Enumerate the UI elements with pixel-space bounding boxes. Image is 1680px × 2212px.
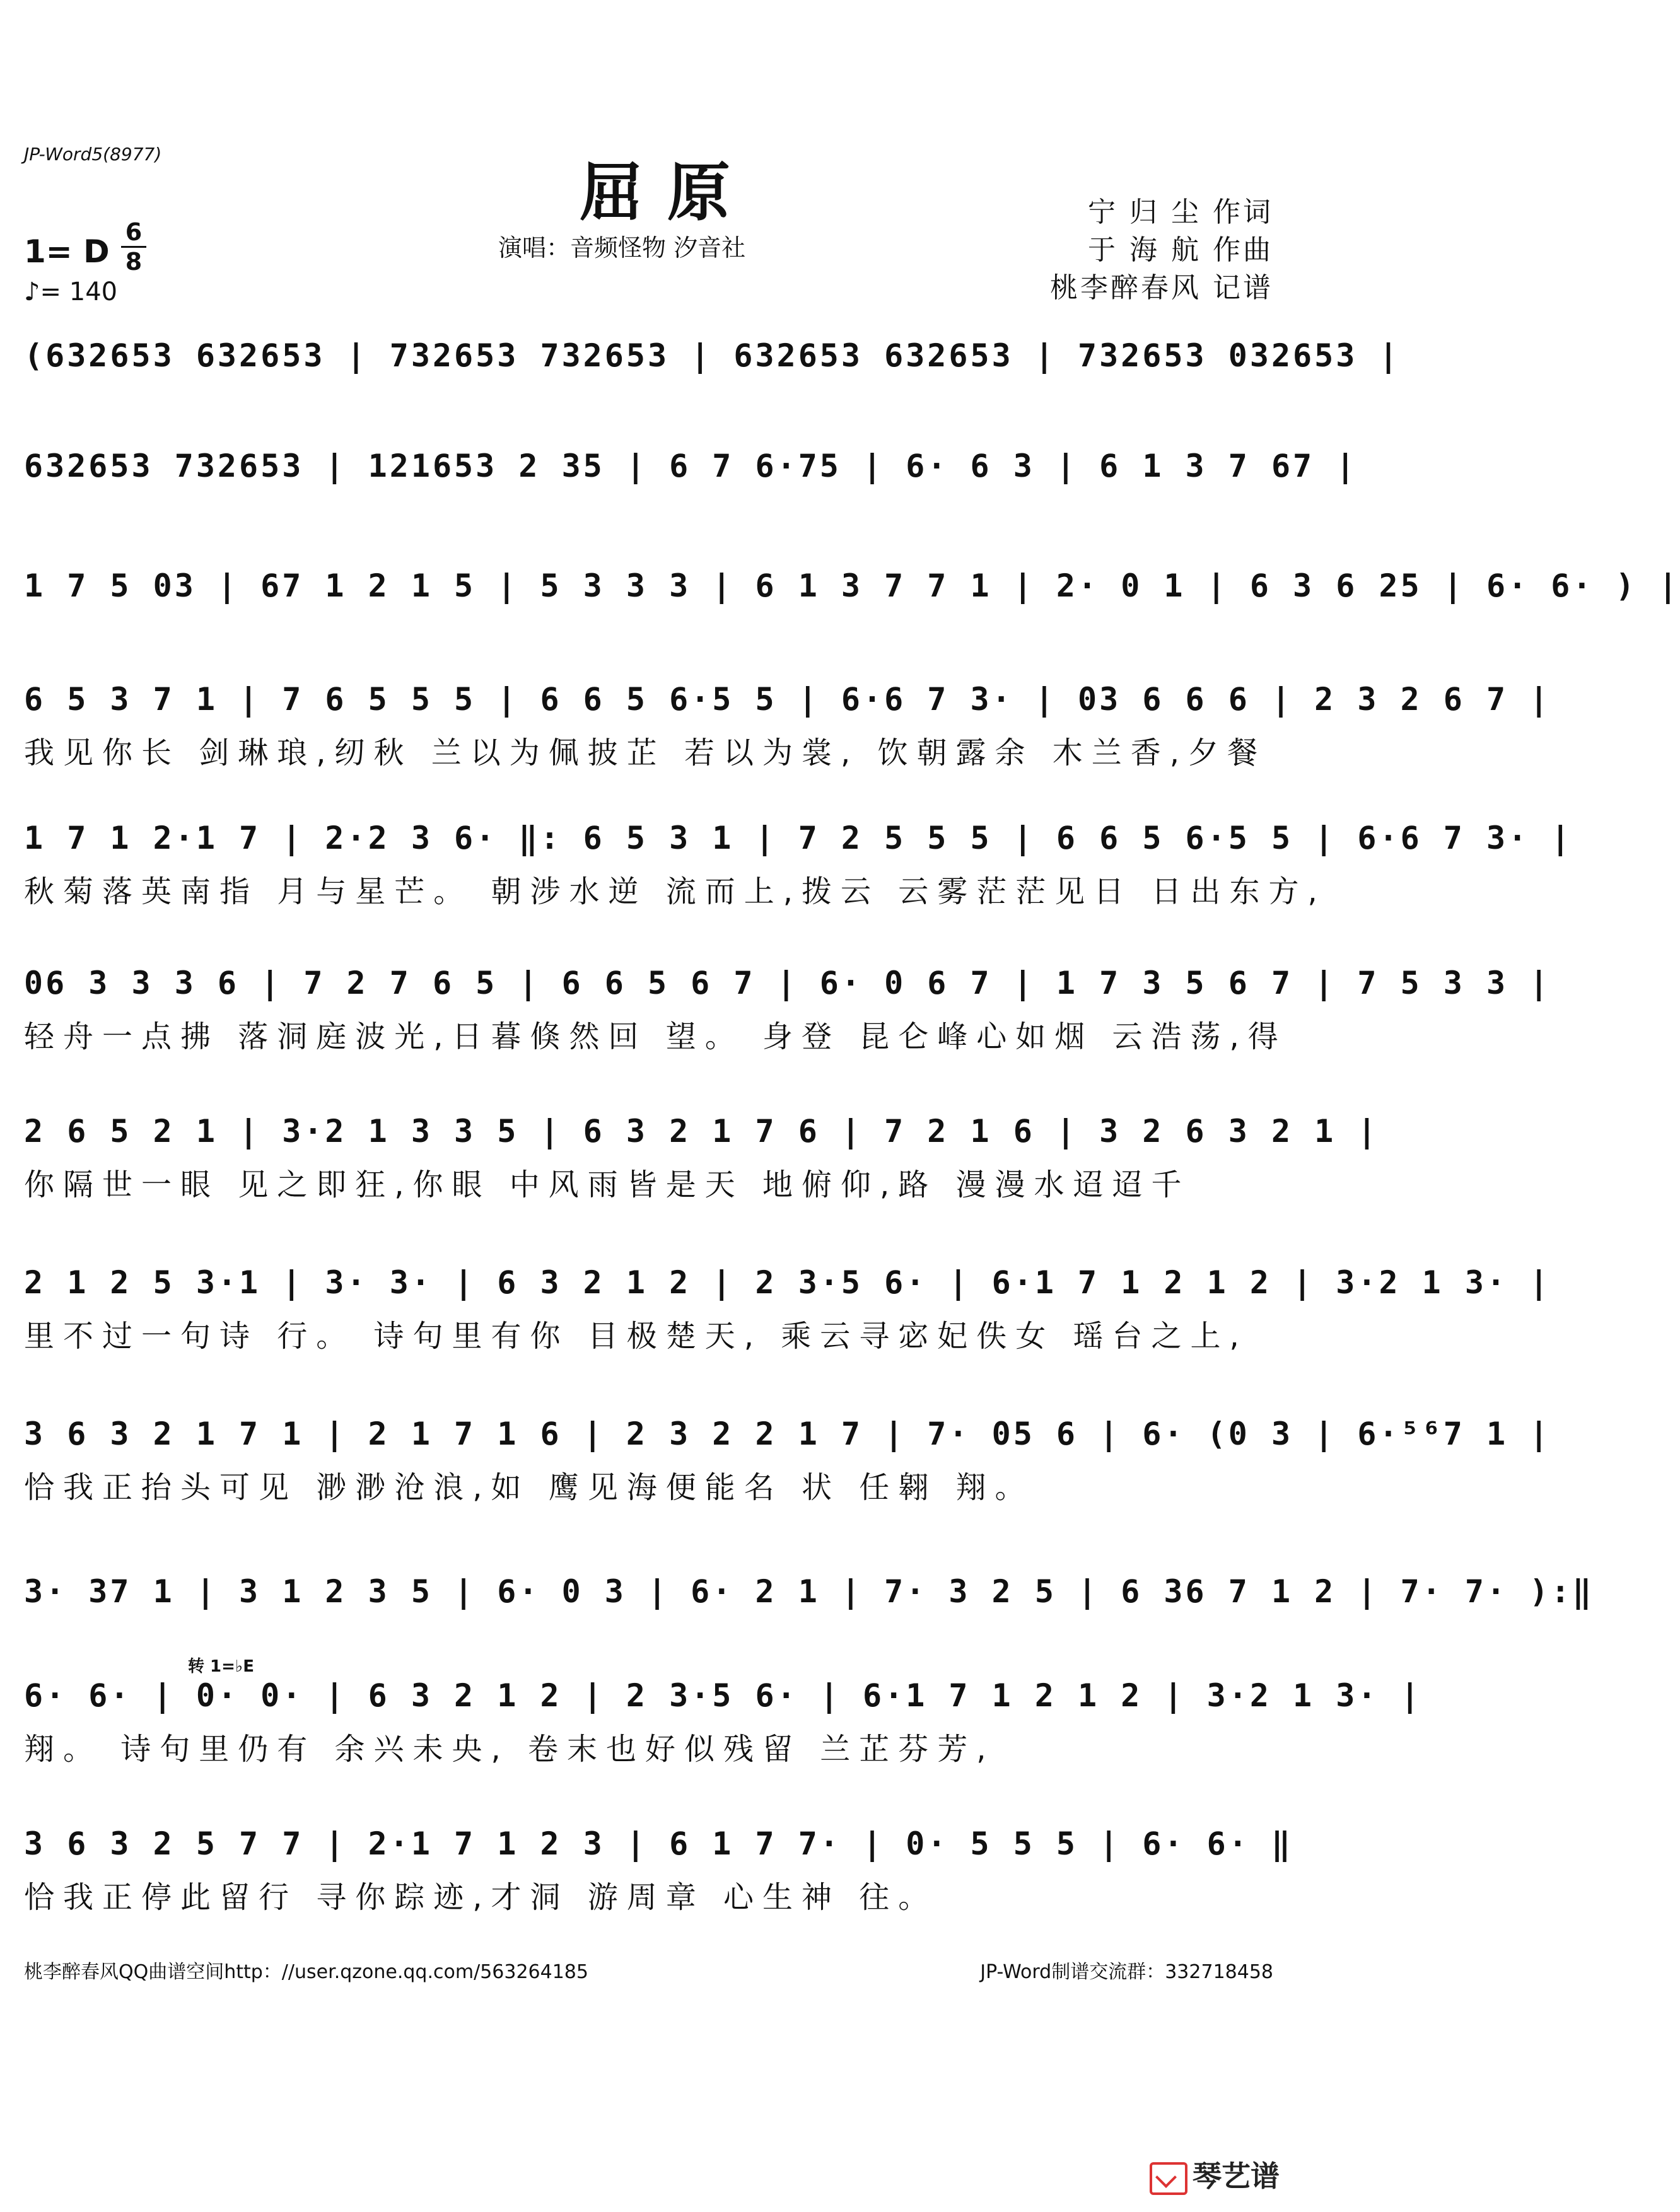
modulation-mark: 转 1=♭E: [188, 1657, 254, 1676]
notes-line: 3 6 3 2 1 7 1 | 2 1 7 1 6 | 2 3 2 2 1 7 | 7· 05 6 | 6· (0 3 | 6·⁵⁶7 1 |: [24, 1416, 1551, 1452]
time-denominator: 8: [125, 248, 143, 276]
brand-logo: [1150, 2153, 1280, 2195]
lyrics-line: 你隔世一眼 见之即狂,你眼 中风雨皆是天 地俯仰,路 漫漫水迢迢千: [24, 1167, 1191, 1202]
brand-name: 琴艺谱: [1193, 2159, 1280, 2193]
notes-line: 632653 732653 | 121653 2 35 | 6 7 6·75 | 6· 6 3 | 6 1 3 7 67 |: [24, 448, 1358, 484]
time-numerator: 6: [125, 218, 143, 246]
transcriber-credit: 桃李醉春风 记谱: [1050, 272, 1273, 304]
brand-icon: [1150, 2162, 1187, 2195]
notes-line: 1 7 5 03 | 67 1 2 1 5 | 5 3 3 3 | 6 1 3 7 7 1 | 2· 0 1 | 6 3 6 25 | 6· 6· ) |: [24, 568, 1680, 604]
lyrics-line: 翔。 诗句里仍有 余兴未央, 卷末也好似残留 兰芷芬芳,: [24, 1732, 995, 1767]
notes-line: 6 5 3 7 1 | 7 6 5 5 5 | 6 6 5 6·5 5 | 6·6 7 3· | 03 6 6 6 | 2 3 2 6 7 |: [24, 681, 1551, 718]
key-signature: 1= D: [24, 233, 110, 270]
time-signature: [121, 219, 146, 274]
composer-credit: 于 海 航 作曲: [1088, 234, 1273, 266]
notes-line: 3 6 3 2 5 7 7 | 2·1 7 1 2 3 | 6 1 7 7· | 0· 5 5 5 | 6· 6· ‖: [24, 1825, 1293, 1862]
notes-line: 2 1 2 5 3·1 | 3· 3· | 6 3 2 1 2 | 2 3·5 6· | 6·1 7 1 2 1 2 | 3·2 1 3· |: [24, 1264, 1551, 1301]
lyrics-line: 里不过一句诗 行。 诗句里有你 目极楚天, 乘云寻宓妃佚女 瑶台之上,: [24, 1318, 1248, 1354]
notes-line: 6· 6· | 0· 0· | 6 3 2 1 2 | 2 3·5 6· | 6·1 7 1 2 1 2 | 3·2 1 3· |: [24, 1677, 1422, 1714]
lyrics-line: 轻舟一点拂 落洞庭波光,日暮倏然回 望。 身登 昆仑峰心如烟 云浩荡,得: [24, 1019, 1287, 1054]
notes-line: 3· 37 1 | 3 1 2 3 5 | 6· 0 3 | 6· 2 1 | 7· 3 2 5 | 6 36 7 1 2 | 7· 7· ):‖: [24, 1573, 1594, 1610]
notes-line: 06 3 3 3 6 | 7 2 7 6 5 | 6 6 5 6 7 | 6· 0 6 7 | 1 7 3 5 6 7 | 7 5 3 3 |: [24, 965, 1551, 1001]
lyrics-line: 恰我正停此留行 寻你踪迹,才洞 游周章 心生神 往。: [24, 1880, 938, 1915]
lyrics-line: 我见你长 剑琳琅,纫秋 兰以为佩披芷 若以为裳, 饮朝露余 木兰香,夕餐: [24, 735, 1267, 771]
lyrics-line: 秋菊落英南指 月与星芒。 朝涉水逆 流而上,拨云 云雾茫茫见日 日出东方,: [24, 874, 1326, 909]
footer-source: 桃李醉春风QQ曲谱空间http：//user.qzone.qq.com/563264185: [24, 1961, 588, 1983]
song-title: 屈 原: [580, 155, 732, 230]
notes-line: 2 6 5 2 1 | 3·2 1 3 3 5 | 6 3 2 1 7 6 | 7 2 1 6 | 3 2 6 3 2 1 |: [24, 1113, 1379, 1150]
footer-group: JP-Word制谱交流群：332718458: [980, 1961, 1273, 1983]
notes-line: 1 7 1 2·1 7 | 2·2 3 6· ‖: 6 5 3 1 | 7 2 5 5 5 | 6 6 5 6·5 5 | 6·6 7 3· |: [24, 820, 1573, 856]
lyricist-credit: 宁 归 尘 作词: [1088, 196, 1273, 228]
lyrics-line: 恰我正抬头可见 渺渺沧浪,如 鹰见海便能名 状 任翱 翔。: [24, 1470, 1034, 1505]
tempo-marking: ♪= 140: [24, 277, 118, 306]
singer-credit: 演唱：音频怪物 汐音社: [498, 234, 746, 262]
notes-line: (632653 632653 | 732653 732653 | 632653 632653 | 732653 032653 |: [24, 337, 1401, 374]
version-label: JP-Word5(8977): [24, 144, 162, 165]
